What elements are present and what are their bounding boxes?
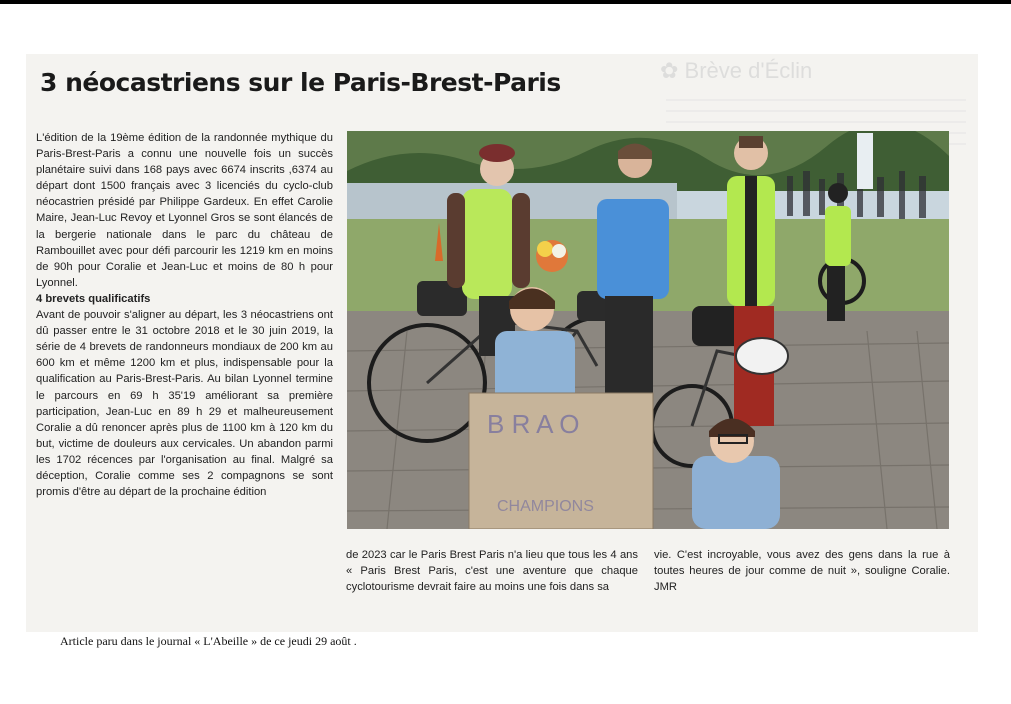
subheading: 4 brevets qualificatifs: [36, 292, 151, 305]
bleed-through-text: ✿ Brève d'Éclin: [660, 58, 813, 83]
svg-text:B R A O: B R A O: [487, 409, 580, 439]
article-column-2: de 2023 car le Paris Brest Paris n'a lieu que tous les 4 ans « Paris Brest Paris, c'est une aventure que chaque cyclotourisme devrait faire au moins une fois dans sa: [346, 549, 638, 594]
paragraph-intro: L'édition de la 19ème édition de la randonnée mythique du Paris-Brest-Paris a connu une nouvelle fois un succès planétaire suivi dans 168 pays avec 6674 inscrits ,6374 au départ dont 1500 français avec 3 licenciés du cyclo-club néocastrien présidé par Philippe Gardeux. En effet Carolie Maire, Jean-Luc Revoy et Lyonnel Gros se sont élancés de la bergerie nationale dans le parc du château de Rambouillet avec pour défi parcourir les 1219 km en moins de 90h pour Coralie et Jean-Luc et moins de 80 h pour Lyonnel.: [36, 132, 333, 289]
cyclists-photo-illustration: [347, 131, 949, 529]
article-caption: Article paru dans le journal « L'Abeille » de ce jeudi 29 août .: [60, 634, 357, 648]
svg-text:CHAMPIONS: CHAMPIONS: [497, 498, 594, 515]
article-column-1: [36, 130, 333, 500]
article-headline: 3 néocastriens sur le Paris-Brest-Paris: [40, 68, 561, 97]
article-column-3: vie. C'est incroyable, vous avez des gens dans la rue à toutes heures de jour comme de nuit », souligne Coralie. JMR: [654, 549, 950, 594]
newspaper-clipping: [26, 54, 978, 632]
paragraph-brevets: Avant de pouvoir s'aligner au départ, les 3 néocastriens ont dû passer entre le 31 octobre 2018 et le 30 juin 2019, la série de 4 brevets de randonneurs mondiaux de 200 km au 600 km et même 1200 km et plus, indispensable pour la qualification au Paris-Brest-Paris. Au bilan Lyonnel termine le parcours en 69 h 35'19 améliorant sa première participation, Jean-Luc en 89 h 29 et malheureusement Coralie a dû renoncer après plus de 1100 km à 120 km du but, victime de douleurs aux cervicales. Un abandon parmi les 1702 récences par l'organisation au final. Malgré sa déception, Coralie comme ses 2 compagnons se sont promis d'être au départ de la prochaine édition: [36, 309, 333, 499]
top-border: [0, 0, 1011, 4]
article-photo: [347, 131, 949, 529]
